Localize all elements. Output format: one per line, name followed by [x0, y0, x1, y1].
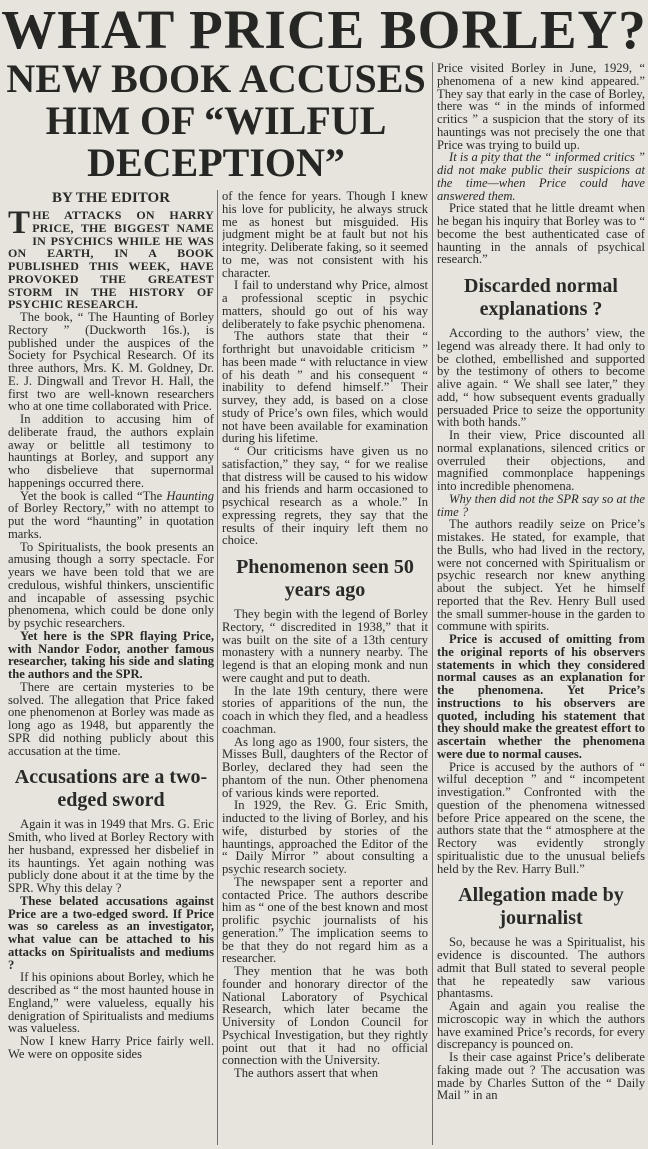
subheadline — [0, 58, 432, 184]
paragraph: In the late 19th century, there were stories of apparitions of the nun, the coach in which they fled, and a headless coachman. — [222, 683, 428, 736]
subheadline-line: HIM OF “WILFUL — [45, 98, 387, 143]
article-column-2 — [222, 190, 428, 1148]
paragraph: The book, “ The Haunting of Borley Rectory ” (Duckworth 16s.), is published under the auspices of the Society for Psychical Research. Of its three authors, Mrs. K. M. Goldney, Dr. E. J. Dingwall and Trevor H. Hall, the first two are well-known researchers who at one time collaborated with Price. — [8, 310, 214, 414]
paragraph: In 1929, the Rev. G. Eric Smith, inducted to the living of Borley, and his wife, disturbed by stories of the hauntings, approached the Editor of the “ Daily Mirror ” about consulting a psychic research society. — [222, 798, 428, 876]
paragraph: Is their case against Price’s deliberate faking made out ? The accusation was made by Charles Sutton of the “ Daily Mail ” in an — [437, 1050, 645, 1103]
paragraph: Again it was in 1949 that Mrs. G. Eric Smith, who lived at Borley Rectory with her husband, expressed her disbelief in its hauntings. Yet again nothing was publicly done about it at the time by the SPR. Why this delay ? — [8, 817, 214, 895]
text-run: of Borley Rectory,” with no attempt to put the word “haunting” in quotation marks. — [8, 501, 214, 541]
bold-paragraph: These belated accusations against Price are a two-edged sword. If Price was so careless as an investigator, what value can be attached to his attacks on Spiritualists and mediums ? — [8, 893, 214, 972]
bold-paragraph: Price is accused of omitting from the original reports of his observers statements in which they considered normal causes as an explanation for the phenomena. Yet Price’s instructions to his observers are quoted, including his statement that they should make the greatest effort to ascertain whether the phenomena were due to normal causes. — [437, 632, 645, 761]
section-heading: Accusations are a two-edged sword — [14, 766, 208, 812]
paragraph: The authors state that their “ forthright but unavoidable criticism ” has been made “ with reluctance in view of his death ” and his consequent “ inability to defend himself.” Their survey, they add, is based on a close study of Price’s own files, which would not have been available for examination during his lifetime. — [222, 329, 428, 446]
paragraph: I fail to understand why Price, almost a professional sceptic in psychic matters, should go out of his way deliberately to fake psychic phenomena. — [222, 278, 428, 331]
paragraph: “ Our criticisms have given us no satisfaction,” they say, “ for we realise that distress will be caused to his widow and his friends and harm occasioned to psychical research as a whole.” In expressing regrets, they say that the results of their inquiry left them no choice. — [222, 444, 428, 548]
paragraph: Again and again you realise the microscopic way in which the authors have examined Price’s records, for every discrepancy is pounced on. — [437, 999, 645, 1052]
article-column-3 — [437, 62, 645, 1148]
section-heading: Allegation made by journalist — [458, 884, 624, 930]
paragraph: According to the authors’ view, the legend was already there. It had only to be clothed, embellished and supported by the testimony of others to become alive again. “ We shall see later,” they add, “ how subsequent events gradually persuaded Price to seize the opportunity with both hands.” — [437, 326, 645, 430]
text-run: Haunting — [166, 488, 214, 503]
paragraph: They mention that he was both founder and honorary director of the National Laboratory of Psychical Research, which later became the University of London Council for Psychical Investigation, but they rightly point out that it had no official connection with the University. — [222, 964, 428, 1068]
paragraph: The newspaper sent a reporter and contacted Price. The authors describe him as “ one of the best known and most prolific psychic journalists of his generation.” The implication seems to be that they do not regard him as a researcher. — [222, 874, 428, 966]
continued-paragraph: Price visited Borley in June, 1929, “ phenomena of a new kind appeared.” They say that early in the case of Borley, there was “ in the minds of informed critics ” a suspicion that the story of its hauntings was not precisely the one that Price was trying to build up. — [437, 62, 645, 152]
continued-paragraph: of the fence for years. Though I knew his love for publicity, he always struck me as honest but misguided. His judgment might be at fault but not his integrity. Deliberate faking, so it seemed to me, was not consistent with his character. — [222, 190, 428, 280]
paragraph — [8, 490, 214, 541]
paragraph: So, because he was a Spiritualist, his evidence is discounted. The authors admit that Bull stated to several people that he repeatedly saw various phantasms. — [437, 935, 645, 1001]
paragraph: As long ago as 1900, four sisters, the Misses Bull, daughters of the Rector of Borley, declared they had seen the phantom of the nun. Other phenomena of various kinds were reported. — [222, 734, 428, 800]
section-heading: Phenomenon seen 50 years ago — [236, 556, 414, 601]
italic-paragraph: Why then did not the SPR say so at the time ? — [437, 491, 645, 519]
subheadline-line: DECEPTION” — [87, 140, 345, 185]
paragraph: To Spiritualists, the book presents an amusing though a sorry spectacle. For years we have been told that we are credulous, wishful thinkers, unscientific and incapable of assessing psychic phenomena, which could be done only by psychic researchers. — [8, 539, 214, 630]
paragraph: In their view, Price discounted all normal explanations, silenced critics or overruled their objections, and magnified commonplace happenings into incredible phenomena. — [437, 428, 645, 493]
column-divider — [217, 190, 218, 1145]
paragraph: They begin with the legend of Borley Rectory, “ discredited in 1938,” that it was built on the site of a 13th century monastery with a nunnery nearby. The legend is that an eloping monk and nun were caught and put to death. — [222, 607, 428, 685]
paragraph: There are certain mysteries to be solved. The allegation that Price faked one phenomenon at Borley was made as long ago as 1948, but apparently the SPR did nothing publicly about this accusation at the time. — [8, 679, 214, 758]
paragraph: In addition to accusing him of deliberate fraud, the authors explain away or belittle all testimony to hauntings at Borley, and support any who disbelieve that supernormal happenings occurred there. — [8, 412, 214, 490]
paragraph: The authors readily seize on Price’s mistakes. He stated, for example, that the Bulls, who had lived in the rectory, were not concerned with Spiritualism or psychic research nor knew anything about the subject. Yet he himself reported that the Rev. Henry Bull used the small summer-house in the garden to commune with spirits. — [437, 517, 645, 634]
paragraph: If his opinions about Borley, which he described as “ the most haunted house in England,” were valueless, equally his denigration of Spiritualists and mediums was valueless. — [8, 970, 214, 1036]
byline: BY THE EDITOR — [51, 190, 171, 206]
paragraph: Now I knew Harry Price fairly well. We were on opposite sides — [8, 1034, 214, 1061]
column-divider — [432, 62, 433, 1145]
headline: WHAT PRICE BORLEY? — [1, 0, 647, 60]
paragraph: The authors assert that when — [234, 1066, 379, 1080]
article-column-1 — [8, 190, 214, 1148]
paragraph: Price is accused by the authors of “ wilful deception ” and “ incompetent investigation.” Confronted with the question of the phenomena witnessed before Price appeared on the scene, the authors state that the “ atmosphere at the Rectory was evidently strongly spiritualistic due to the unusual beliefs held by the Rev. Harry Bull.” — [437, 759, 645, 876]
text-run: Yet the book is called “The — [20, 488, 167, 503]
lead-paragraph: THE ATTACKS ON HARRY PRICE, THE BIGGEST NAME IN PSYCHICS WHILE HE WAS ON EARTH, IN A BOOK PUBLISHED THIS WEEK, HAVE PROVOKED THE GREATEST STORM IN THE HISTORY OF PSYCHIC RESEARCH. — [8, 205, 214, 312]
paragraph: Price stated that he little dreamt when he began his inquiry that Borley was to “ become the best authenticated case of haunting in the annals of psychical research.” — [437, 201, 645, 267]
subheadline-line: NEW BOOK ACCUSES — [6, 56, 426, 101]
italic-paragraph: It is a pity that the “ informed critics ” did not make public their suspicions at the time—when Price could have answered them. — [437, 150, 645, 203]
section-heading: Discarded normal explanations ? — [464, 275, 618, 320]
bold-paragraph: Yet here is the SPR flaying Price, with Nandor Fodor, another famous researcher, taking his side and slating the authors and the SPR. — [8, 628, 214, 681]
